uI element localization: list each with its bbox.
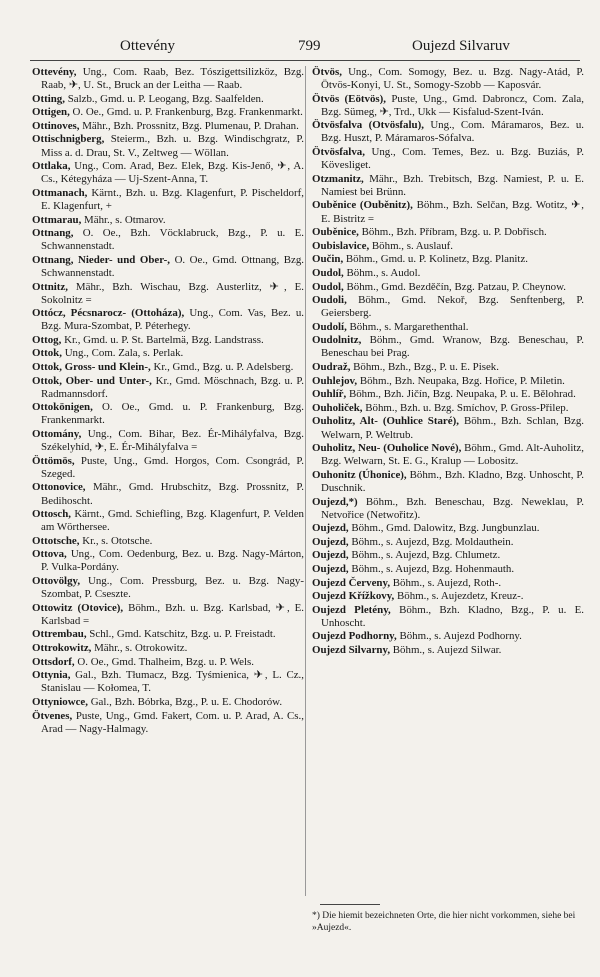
left-column	[32, 66, 304, 736]
gazetteer-entry	[32, 375, 304, 401]
gazetteer-entry	[32, 334, 304, 347]
entry-headword: Ottmanach,	[32, 186, 88, 199]
gazetteer-entry	[312, 119, 584, 145]
entry-headword: Oujezd Pletény,	[312, 603, 391, 616]
entry-text: Böhm., Bzh. Selčan, Bzg. Wotitz, ✈, E. Bistritz =	[321, 199, 584, 225]
gazetteer-entry	[312, 536, 584, 549]
entry-text: Kärnt., Gmd. Schiefling, Bzg. Klagenfurt, P. Velden am Wörthersee.	[41, 508, 304, 534]
entry-text: Ung., Com. Máramaros, Bez. u. Bzg. Huszt, P. Máramaros-Sófalva.	[321, 119, 584, 145]
entry-text: Puste, Ung., Gmd. Dabroncz, Com. Zala, Bzg. Sümeg, ✈, Trd., Ukk — Kisfalud-Szent-Iván.	[321, 92, 584, 118]
entry-headword: Oujezd Silvarny,	[312, 644, 391, 657]
page-header	[30, 38, 575, 58]
gazetteer-entry	[32, 401, 304, 427]
header-first-entry: Ottevény	[120, 38, 175, 54]
entry-headword: Oučin,	[312, 253, 344, 266]
entry-headword: Ottok, Ober- und Unter-,	[32, 374, 152, 387]
entry-text: Kr., Gmd. u. P. St. Bartelmä, Bzg. Landstrass.	[64, 333, 264, 346]
entry-text: Schl., Gmd. Katschitz, Bzg. u. P. Freistadt.	[89, 628, 276, 641]
entry-text: Mähr., Bzh. Prossnitz, Bzg. Plumenau, P. Drahan.	[82, 119, 299, 132]
entry-text: Böhm., Bzh. Příbram, Bzg. u. P. Dobřisch.	[361, 226, 547, 239]
gazetteer-entry	[312, 240, 584, 253]
entry-text: Böhm., s. Aujezd Podhorny.	[399, 630, 522, 643]
entry-headword: Otzmanitz,	[312, 172, 364, 185]
entry-text: Böhm., Gmd. Nekoř, Bzg. Senftenberg, P. Geiersberg.	[321, 294, 584, 320]
entry-text: Salzb., Gmd. u. P. Leogang, Bzg. Saalfelden.	[67, 92, 264, 105]
entry-headword: Ötvös (Eötvös),	[312, 92, 386, 105]
entry-text: Böhm., s. Aujezd, Bzg. Moldauthein.	[351, 535, 514, 548]
entry-headword: Ottynia,	[32, 669, 71, 682]
gazetteer-entry	[32, 642, 304, 655]
entry-text: Mähr., s. Otrokowitz.	[94, 642, 188, 655]
entry-text: Böhm., Bzh. Neupaka, Bzg. Hořice, P. Miletin.	[359, 374, 565, 387]
entry-headword: Oudol,	[312, 266, 344, 279]
entry-headword: Oujezd,*)	[312, 495, 358, 508]
entry-text: Kr., Gmd., Bzg. u. P. Adelsberg.	[153, 361, 294, 374]
gazetteer-entry	[312, 294, 584, 320]
entry-text: Böhm., s. Auslauf.	[371, 239, 454, 252]
gazetteer-entry	[32, 428, 304, 454]
entry-headword: Oudolnitz,	[312, 334, 362, 347]
gazetteer-entry	[312, 644, 584, 657]
gazetteer-entry	[312, 146, 584, 172]
entry-headword: Ötvösfalva (Otvösfalu),	[312, 119, 424, 132]
gazetteer-entry	[312, 253, 584, 266]
entry-headword: Ottevény,	[32, 66, 77, 78]
gazetteer-entry	[312, 415, 584, 441]
entry-text: O. Oe., Bzh. Vöcklabruck, Bzg., P. u. E. Schwannenstadt.	[41, 227, 304, 253]
entry-text: Böhm., Bzh. u. Bzg. Smíchov, P. Gross-Přilep.	[365, 401, 569, 414]
gazetteer-entry	[312, 577, 584, 590]
entry-headword: Ottok,	[32, 347, 62, 360]
gazetteer-entry	[312, 442, 584, 468]
entry-text: Böhm., s. Audol.	[346, 266, 421, 279]
footnote: *) Die hiemit bezeichneten Orte, die hier nicht vorkommen, siehe bei »Aujezd«.	[312, 911, 576, 933]
entry-text: Böhm., s. Aujezdetz, Kreuz-.	[397, 590, 524, 603]
gazetteer-entry	[312, 334, 584, 360]
entry-headword: Oudraž,	[312, 361, 351, 374]
gazetteer-entry	[312, 375, 584, 388]
entry-headword: Otting,	[32, 92, 65, 105]
entry-text: O. Oe., Gmd. u. P. Frankenburg, Bzg. Frankenmarkt.	[72, 106, 303, 119]
entry-headword: Ottonovice,	[32, 481, 86, 494]
footnote-rule	[320, 904, 380, 905]
entry-text: Böhm., s. Margarethenthal.	[349, 320, 469, 333]
entry-text: Böhm., Bzh. Kladno, Bzg. Unhoscht, P. Duschnik.	[321, 468, 584, 494]
entry-text: Böhm., s. Aujezd, Bzg. Hohenmauth.	[351, 562, 515, 575]
entry-text: Ung., Com. Raab, Bez. Tószigettsilizköz, Bzg. Raab, ✈, U. St., Bruck an der Leitha — Raab.	[41, 66, 304, 92]
gazetteer-entry	[312, 388, 584, 401]
entry-headword: Oujezd,	[312, 522, 349, 535]
gazetteer-entry	[312, 281, 584, 294]
entry-headword: Ottrembau,	[32, 628, 87, 641]
gazetteer-entry	[32, 307, 304, 333]
gazetteer-entry	[312, 267, 584, 280]
gazetteer-entry	[312, 496, 584, 522]
entry-headword: Ottova,	[32, 548, 67, 561]
entry-headword: Ouhlejov,	[312, 374, 358, 387]
entry-text: Böhm., s. Aujezd Silwar.	[392, 644, 502, 657]
entry-text: Gal., Bzh. Tłumacz, Bzg. Tyśmienica, ✈, L. Cz., Stanislau — Kołomea, T.	[41, 669, 305, 695]
entry-headword: Ottnang, Nieder- und Ober-,	[32, 253, 171, 266]
entry-text: Ung., Com. Vas, Bez. u. Bzg. Mura-Szombat, P. Péterhegy.	[41, 307, 304, 333]
gazetteer-entry	[32, 669, 304, 695]
entry-text: Puste, Ung., Gmd. Fakert, Com. u. P. Arad, A. Cs., Arad — Nagy-Halmagy.	[41, 709, 304, 735]
entry-headword: Ottrokowitz,	[32, 642, 92, 655]
gazetteer-entry	[312, 66, 584, 92]
entry-text: Böhm., Bzh. Schlan, Bzg. Welwarn, P. Weltrub.	[321, 415, 584, 441]
gazetteer-entry	[312, 590, 584, 603]
entry-headword: Ouholitz, Alt- (Ouhlice Staré),	[312, 415, 459, 428]
entry-headword: Ötvenes,	[32, 709, 73, 722]
entry-headword: Ötvös,	[312, 66, 342, 78]
entry-headword: Ottosch,	[32, 508, 72, 521]
entry-headword: Ottmarau,	[32, 213, 82, 226]
entry-text: O. Oe., Gmd. u. P. Frankenburg, Bzg. Frankenmarkt.	[41, 401, 304, 427]
entry-text: Ung., Com. Oedenburg, Bez. u. Bzg. Nagy-Márton, P. Vulka-Pordány.	[41, 548, 304, 574]
entry-headword: Oujezd Podhorny,	[312, 630, 397, 643]
entry-text: Ung., Com. Zala, s. Perlak.	[64, 347, 184, 360]
entry-text: Böhm., Gmd. Dalowitz, Bzg. Jungbunzlau.	[351, 522, 540, 535]
gazetteer-entry	[32, 347, 304, 360]
entry-headword: Ouběnice,	[312, 226, 359, 239]
entry-headword: Ottotsche,	[32, 534, 80, 547]
entry-text: Kärnt., Bzh. u. Bzg. Klagenfurt, P. Pischeldorf, E. Klagenfurt, +	[41, 186, 304, 212]
gazetteer-entry	[32, 535, 304, 548]
gazetteer-entry	[32, 575, 304, 601]
entry-text: Böhm., Gmd. Wranow, Bzg. Beneschau, P. Beneschau bei Prag.	[321, 334, 584, 360]
gazetteer-entry	[32, 254, 304, 280]
gazetteer-entry	[32, 710, 304, 736]
entry-headword: Ottyniowce,	[32, 695, 88, 708]
gazetteer-entry	[32, 214, 304, 227]
entry-headword: Ottokönigen,	[32, 401, 93, 414]
gazetteer-entry	[32, 548, 304, 574]
entry-text: O. Oe., Gmd. Ottnang, Bzg. Schwannenstadt.	[41, 253, 304, 279]
entry-headword: Ottsdorf,	[32, 655, 75, 668]
entry-text: Böhm., Bzh. u. Bzg. Karlsbad, ✈, E. Karlsbad =	[41, 601, 304, 627]
header-last-entry: Oujezd Silvaruv	[412, 38, 510, 54]
gazetteer-entry	[312, 604, 584, 630]
right-column	[312, 66, 584, 658]
gazetteer-entry	[312, 199, 584, 225]
entry-text: Ung., Com. Somogy, Bez. u. Bzg. Nagy-Atád, P. Ötvös-Konyi, U. St., Somogy-Szobb — Kaposvár.	[321, 66, 584, 92]
gazetteer-entry	[32, 481, 304, 507]
entry-headword: Ottok, Gross- und Klein-,	[32, 361, 151, 374]
gazetteer-entry	[312, 173, 584, 199]
entry-headword: Oujezd,	[312, 535, 349, 548]
gazetteer-entry	[32, 66, 304, 92]
entry-headword: Oudoli,	[312, 294, 347, 307]
gazetteer-entry	[32, 696, 304, 709]
gazetteer-entry	[312, 549, 584, 562]
gazetteer-entry	[32, 227, 304, 253]
entry-headword: Ottovölgy,	[32, 575, 81, 588]
entry-headword: Ottinoves,	[32, 119, 80, 132]
entry-headword: Ottischnigberg,	[32, 133, 105, 146]
gazetteer-entry	[32, 455, 304, 481]
entry-headword: Ottnitz,	[32, 280, 68, 293]
gazetteer-entry	[32, 508, 304, 534]
entry-headword: Ouholiček,	[312, 401, 363, 414]
entry-text: Böhm., Gmd. u. P. Kolinetz, Bzg. Planitz.	[345, 253, 529, 266]
entry-text: Böhm., Bzh. Kladno, Bzg., P. u. E. Unhoscht.	[321, 603, 584, 629]
gazetteer-entry	[312, 226, 584, 239]
entry-headword: Ottlaka,	[32, 160, 71, 173]
gazetteer-entry	[32, 602, 304, 628]
gazetteer-entry	[32, 628, 304, 641]
entry-headword: Ottigen,	[32, 106, 70, 119]
entry-text: Böhm., s. Aujezd, Roth-.	[392, 576, 502, 589]
gazetteer-entry	[32, 120, 304, 133]
entry-text: Gal., Bzh. Bóbrka, Bzg., P. u. E. Chodorów.	[90, 695, 283, 708]
entry-text: Kr., Gmd. Möschnach, Bzg. u. P. Radmannsdorf.	[41, 374, 304, 400]
entry-headword: Öttömös,	[32, 454, 75, 467]
entry-text: Böhm., Bzh. Beneschau, Bzg. Neweklau, P. Netvořice (Netwořitz).	[321, 495, 584, 521]
entry-text: Böhm., Gmd. Alt-Auholitz, Bzg. Welwarn, St. E. G., Kralup — Lobositz.	[321, 442, 584, 468]
entry-text: Steierm., Bzh. u. Bzg. Windischgratz, P. Miss a. d. Drau, St. V., Zeltweg — Wöllan.	[41, 133, 304, 159]
entry-headword: Ottomány,	[32, 428, 82, 441]
entry-text: Ung., Com. Bihar, Bez. Ér-Mihályfalva, Bzg. Székelyhíd, ✈, E. Ér-Mihályfalva =	[41, 428, 304, 454]
entry-headword: Ouběnice (Ouběnitz),	[312, 199, 413, 212]
gazetteer-entry	[312, 469, 584, 495]
gazetteer-entry	[32, 93, 304, 106]
gazetteer-entry	[32, 656, 304, 669]
entry-headword: Oujezd,	[312, 562, 349, 575]
entry-headword: Oujezd Křížkovy,	[312, 590, 395, 603]
entry-text: Böhm., Bzh. Jičín, Bzg. Neupaka, P. u. E. Bělohrad.	[348, 388, 576, 401]
gazetteer-entry	[312, 402, 584, 415]
entry-text: Mähr., Bzh. Wischau, Bzg. Austerlitz, ✈, E. Sokolnitz =	[41, 280, 305, 306]
entry-text: Puste, Ung., Gmd. Horgos, Com. Csongrád, P. Szeged.	[41, 454, 304, 480]
gazetteer-entry	[312, 361, 584, 374]
gazetteer-entry	[312, 522, 584, 535]
entry-text: Böhm., Gmd. Bezděčín, Bzg. Patzau, P. Cheynow.	[346, 280, 567, 293]
gazetteer-entry	[312, 563, 584, 576]
entry-text: O. Oe., Gmd. Thalheim, Bzg. u. P. Wels.	[77, 655, 254, 668]
entry-text: Ung., Com. Arad, Bez. Elek, Bzg. Kis-Jenő, ✈, A. Cs., Kétegyháza — Uj-Szent-Anna, T.	[41, 160, 304, 186]
entry-text: Böhm., Bzh., Bzg., P. u. E. Pisek.	[353, 361, 499, 374]
gazetteer-entry	[32, 133, 304, 159]
entry-headword: Ottócz, Pécsnarocz- (Ottoháza),	[32, 307, 185, 320]
gazetteer-entry	[312, 630, 584, 643]
entry-headword: Ötvösfalva,	[312, 146, 365, 159]
gazetteer-entry	[32, 160, 304, 186]
entry-headword: Oujezd,	[312, 549, 349, 562]
entry-text: Mähr., s. Otmarov.	[84, 213, 166, 226]
entry-headword: Ottowitz (Otovice),	[32, 601, 124, 614]
entry-text: Mähr., Bzh. Trebitsch, Bzg. Namiest, P. u. E. Namiest bei Brünn.	[321, 172, 584, 198]
entry-headword: Ottnang,	[32, 227, 74, 240]
gazetteer-entry	[32, 106, 304, 119]
entry-headword: Oubislavice,	[312, 239, 370, 252]
entry-headword: Oudolí,	[312, 320, 347, 333]
gazetteer-entry	[32, 281, 304, 307]
entry-text: Ung., Com. Pressburg, Bez. u. Bzg. Nagy-Szombat, P. Cseszte.	[41, 575, 304, 601]
page-number: 799	[298, 38, 321, 54]
entry-text: Kr., s. Ototsche.	[82, 534, 153, 547]
header-rule	[30, 60, 580, 61]
column-divider	[305, 66, 306, 896]
entry-headword: Ouhlíř,	[312, 388, 347, 401]
entry-headword: Oujezd Červeny,	[312, 576, 391, 589]
gazetteer-entry	[32, 361, 304, 374]
gazetteer-entry	[32, 187, 304, 213]
gazetteer-entry	[312, 321, 584, 334]
entry-headword: Oudol,	[312, 280, 344, 293]
entry-text: Böhm., s. Aujezd, Bzg. Chlumetz.	[351, 549, 501, 562]
entry-headword: Ouholitz, Neu- (Ouholice Nové),	[312, 442, 462, 455]
entry-text: Mähr., Gmd. Hrubschitz, Bzg. Prossnitz, P. Bedihoscht.	[41, 481, 304, 507]
gazetteer-entry	[312, 93, 584, 119]
entry-headword: Ottog,	[32, 333, 62, 346]
entry-text: Ung., Com. Temes, Bez. u. Bzg. Buziás, P. Kövesliget.	[321, 146, 584, 172]
entry-headword: Ouhonitz (Úhonice),	[312, 468, 407, 481]
